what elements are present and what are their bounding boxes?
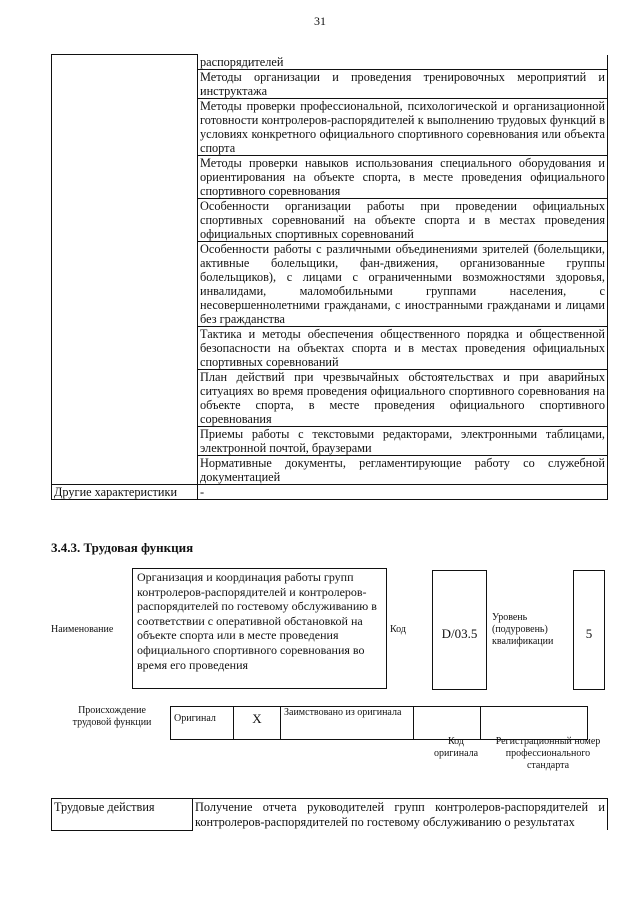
original-cell: Оригинал — [171, 707, 234, 740]
original-code-cell — [414, 707, 481, 740]
knowledge-item: План действий при чрезвычайных обстоятельствах и при аварийных ситуациях во время проведения официального спортивного соревнования на объекте спорта, в месте проведения официального спортивного соревнования — [198, 369, 608, 426]
table-row — [52, 55, 608, 70]
level-label: Уровень (подуровень) квалификации — [492, 612, 554, 647]
knowledge-item: Методы организации и проведения тренировочных мероприятий и инструктажа — [198, 69, 608, 98]
knowledge-item: Методы проверки профессиональной, психологической и организационной готовности контролеров-распорядителей к выполнению трудовых функций в условиях конкретного официального спортивного соревнования или объекта спорта — [198, 98, 608, 155]
knowledge-item: Особенности организации работы при проведении официальных спортивных соревнований на объекте спорта и в местах проведения официальных спортивных соревнований — [198, 198, 608, 241]
table-row — [52, 484, 608, 499]
code-original-caption: Код оригинала — [433, 736, 479, 759]
function-code-box: D/03.5 — [432, 570, 487, 690]
knowledge-item: Методы проверки навыков использования специального оборудования и ориентирования на объекте спорта, в месте проведения официального спортивного соревнования — [198, 155, 608, 198]
labor-actions-table — [51, 798, 608, 831]
labor-actions-value: Получение отчета руководителей групп контролеров-распорядителей и контролеров-распорядителей по гостевому обслуживанию о результатах — [193, 799, 608, 831]
knowledge-item: Особенности работы с различными объединениями зрителей (болельщики, активные болельщики, фан-движения, организованные группы болельщиков), с лицами с ограниченными возможностями здоровья, инвалидами, маломобильными группами населения, с несовершеннолетними гражданами, с иностранными гражданами и лицами без гражданства — [198, 241, 608, 326]
level-box: 5 — [573, 570, 605, 690]
other-characteristics-value: - — [198, 484, 608, 499]
page-number: 31 — [314, 14, 326, 28]
reg-number-cell — [481, 707, 588, 740]
knowledge-item: Тактика и методы обеспечения общественного порядка и общественной безопасности на объектах спорта и в местах проведения официальных спортивных соревнований — [198, 326, 608, 369]
knowledge-table — [51, 54, 608, 500]
knowledge-label-cell — [52, 55, 198, 485]
table-row — [52, 799, 608, 831]
other-characteristics-label: Другие характеристики — [52, 484, 198, 499]
original-mark: X — [234, 707, 281, 740]
name-label: Наименование — [51, 624, 114, 635]
labor-actions-label: Трудовые действия — [52, 799, 193, 831]
table-row — [171, 707, 588, 740]
reg-number-caption: Регистрационный номер профессионального стандарта — [495, 736, 601, 771]
origin-table — [170, 706, 588, 740]
borrowed-cell: Заимствовано из оригинала — [281, 707, 414, 740]
code-label: Код — [390, 624, 406, 635]
knowledge-item: Приемы работы с текстовыми редакторами, электронными таблицами, электронной почтой, браузерами — [198, 426, 608, 455]
origin-label: Происхождение трудовой функции — [72, 705, 152, 728]
knowledge-item: Нормативные документы, регламентирующие работу со служебной документацией — [198, 455, 608, 484]
knowledge-item: распорядителей — [198, 55, 608, 70]
section-title: 3.4.3. Трудовая функция — [51, 540, 194, 555]
function-name-box: Организация и координация работы групп контролеров-распорядителей и контролеров-распорядителей по гостевому обслуживанию в соответствии с оперативной обстановкой на объекте спорта или в месте проведения официального спортивного соревнования во время его проведения — [132, 568, 387, 689]
